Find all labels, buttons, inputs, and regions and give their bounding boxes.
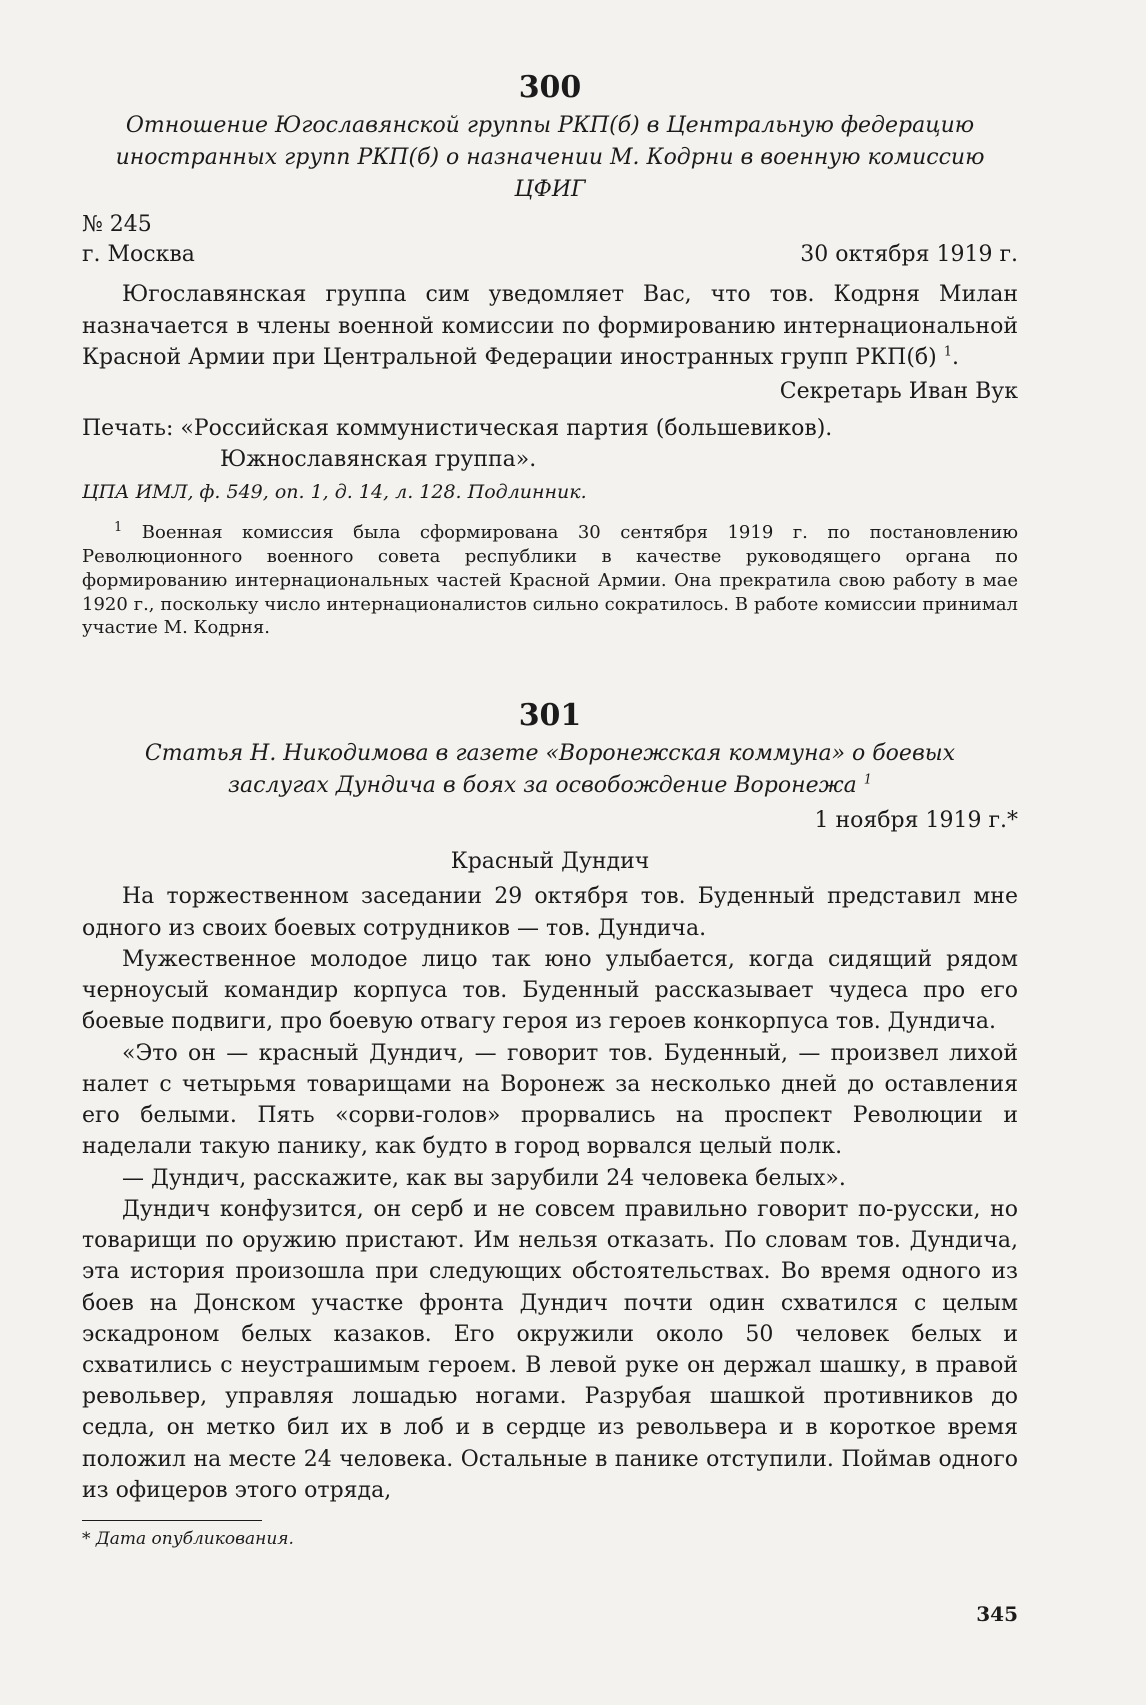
- paragraph: Дундич конфузится, он серб и не совсем правильно говорит по-русски, но товарищи по оружию пристают. Им нельзя отказать. По словам тов. Дундича, эта история произошла при следующих обстоятельствах. Во время одного из боев на Донском участке фронта Дундич почти один схватился с целым эскадроном белых казаков. Его окружили около 50 человек белых и схватились с неустрашимым героем. В левой руке он держал шашку, в правой револьвер, управляя лошадью ногами. Разрубая шашкой противников до седла, он метко бил их в лоб и в сердце из револьвера и в короткое время положил на месте 24 человека. Остальные в панике отступили. Поймав одного из офицеров этого отряда,: [82, 1196, 1018, 1503]
- date-300: 30 октября 1919 г.: [800, 242, 1018, 268]
- paragraph: — Дундич, расскажите, как вы зарубили 24 человека белых».: [122, 1165, 846, 1191]
- body-300: Югославянская группа сим уведомляет Вас, что тов. Кодрня Милан назначается в члены военной комиссии по формированию интернациональной Красной Армии при Центральной Федерации иностранных групп РКП(б) $^1$.: [82, 282, 1018, 370]
- document-heading-300: Отношение Югославянской группы РКП(б) в Центральную федерацию иностранных групп РКП(б) о назначении М. Кодрни в военную комиссию ЦФИГ: [115, 113, 985, 202]
- article-title: Красный Дундич: [450, 848, 650, 874]
- stamp-text: Печать: «Российская коммунистическая партия (большевиков). Южнославянская группа».: [82, 415, 833, 472]
- document-number-300: 300: [518, 70, 582, 105]
- footnote-divider: [82, 1520, 262, 1521]
- ref-number: № 245: [82, 211, 152, 237]
- paragraph: «Это он — красный Дундич, — говорит тов. Буденный, — произвел лихой налет с четырьмя товарищами на Воронеж за несколько дней до оставления его белыми. Пять «сорви-голов» прорвались на проспект Революции и наделали такую панику, как будто в город ворвался целый полк.: [82, 1040, 1018, 1160]
- signature: Секретарь Иван Вук: [779, 378, 1018, 404]
- date-301: 1 ноября 1919 г.*: [814, 807, 1018, 833]
- page: [82, 70, 1018, 1549]
- document-number-301: 301: [518, 698, 582, 734]
- document-heading-301: Статья Н. Никодимова в газете «Воронежская коммуна» о боевых заслугах Дундича в боях за освобождение Воронежа $^1$: [144, 741, 956, 798]
- footnote-300: $^1$ Военная комиссия была сформирована 30 сентября 1919 г. по постановлению Революционного военного совета республики в качестве руководящего органа по формированию интернациональных частей Красной Армии. Она прекратила свою работу в мае 1920 г., поскольку число интернационалистов сильно сократилось. В работе комиссии принимал участие М. Кодрня.: [82, 520, 1018, 639]
- paragraph: На торжественном заседании 29 октября тов. Буденный представил мне одного из своих боевых сотрудников — тов. Дундича.: [82, 884, 1018, 941]
- place: г. Москва: [82, 242, 195, 268]
- archive-reference: ЦПА ИМЛ, ф. 549, оп. 1, д. 14, л. 128. Подлинник.: [82, 481, 587, 504]
- page-number: 345: [976, 1602, 1018, 1626]
- footnote-marker: 1: [943, 344, 953, 360]
- bottom-footnote: * Дата опубликования.: [82, 1529, 294, 1550]
- paragraph: Мужественное молодое лицо так юно улыбается, когда сидящий рядом черноусый командир корпуса тов. Буденный рассказывает чудеса про его боевые подвиги, про боевую отвагу героя из героев конкорпуса тов. Дундича.: [82, 946, 1018, 1035]
